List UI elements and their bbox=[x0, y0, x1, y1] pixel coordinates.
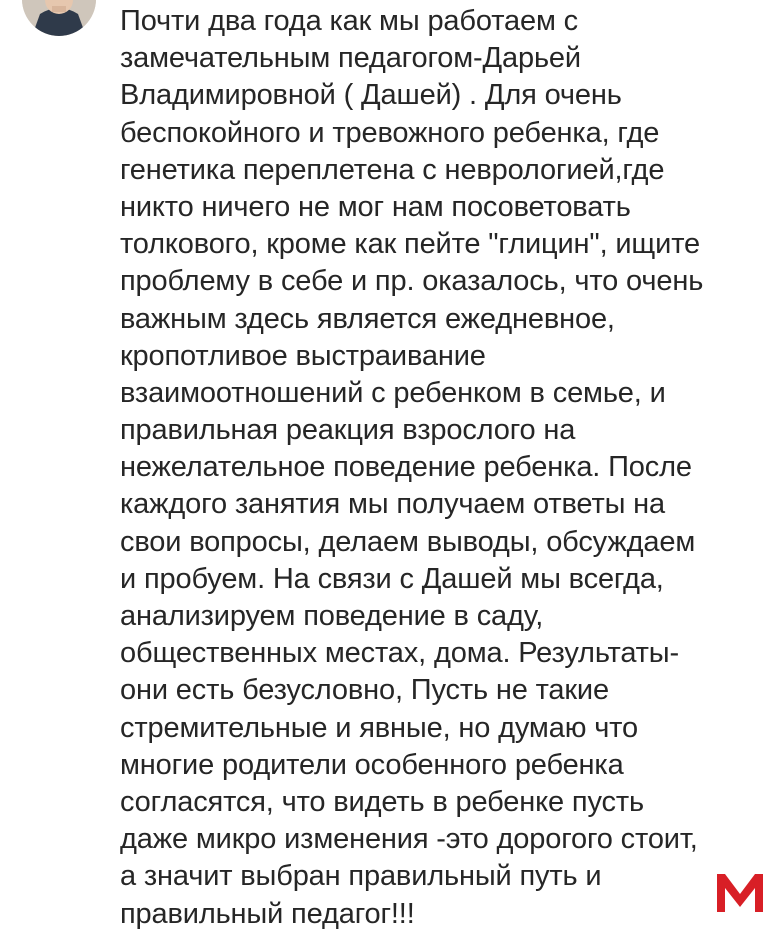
comment-line: нежелательное поведение ребенка. После bbox=[120, 451, 692, 484]
comment-line: замечательным педагогом-Дарьей bbox=[120, 42, 581, 75]
comment-line: общественных местах, дома. Результаты- bbox=[120, 637, 680, 670]
comment-line: правильная реакция взрослого на bbox=[120, 414, 576, 447]
comment-line: свои вопросы, делаем выводы, обсуждаем bbox=[120, 525, 696, 558]
comment-line: даже микро изменения -это дорогого стоит, bbox=[120, 823, 698, 856]
avatar[interactable] bbox=[22, 0, 96, 36]
comment-line: проблему в себе и пр. оказалось, что очень bbox=[120, 265, 704, 298]
comment-line: анализируем поведение в саду, bbox=[120, 600, 544, 632]
comment-line: они есть безусловно, Пусть не такие bbox=[120, 674, 609, 707]
comment-text bbox=[120, 3, 760, 933]
comment-line: Владимировной ( Дашей) . Для очень bbox=[120, 79, 622, 112]
comment-line: взаимоотношений с ребенком в семье, и bbox=[120, 376, 666, 409]
comment-line: многие родители особенного ребенка bbox=[120, 748, 624, 781]
logo-m-icon bbox=[714, 870, 766, 914]
comment-line: важным здесь является ежедневное, bbox=[120, 302, 615, 335]
comment-line: и пробуем. На связи с Дашей мы всегда, bbox=[120, 562, 664, 595]
comment-line: толкового, кроме как пейте "глицин", ищите bbox=[120, 228, 700, 261]
comment-line: генетика переплетена с неврологией,где bbox=[120, 153, 665, 186]
comment-line: каждого занятия мы получаем ответы на bbox=[120, 488, 666, 521]
comment-line: а значит выбран правильный путь и bbox=[120, 860, 602, 893]
comment-line: беспокойного и тревожного ребенка, где bbox=[120, 116, 660, 149]
comment-line: правильный педагог!!! bbox=[120, 897, 415, 930]
comment-line: никто ничего не мог нам посоветовать bbox=[120, 190, 631, 223]
comment-line: согласятся, что видеть в ребенке пусть bbox=[120, 785, 644, 818]
avatar-image bbox=[22, 0, 96, 36]
comment-line: Почти два года как мы работаем с bbox=[120, 5, 579, 37]
comment-line: стремительные и явные, но думаю что bbox=[120, 711, 638, 744]
comment-line: кропотливое выстраивание bbox=[120, 339, 486, 372]
